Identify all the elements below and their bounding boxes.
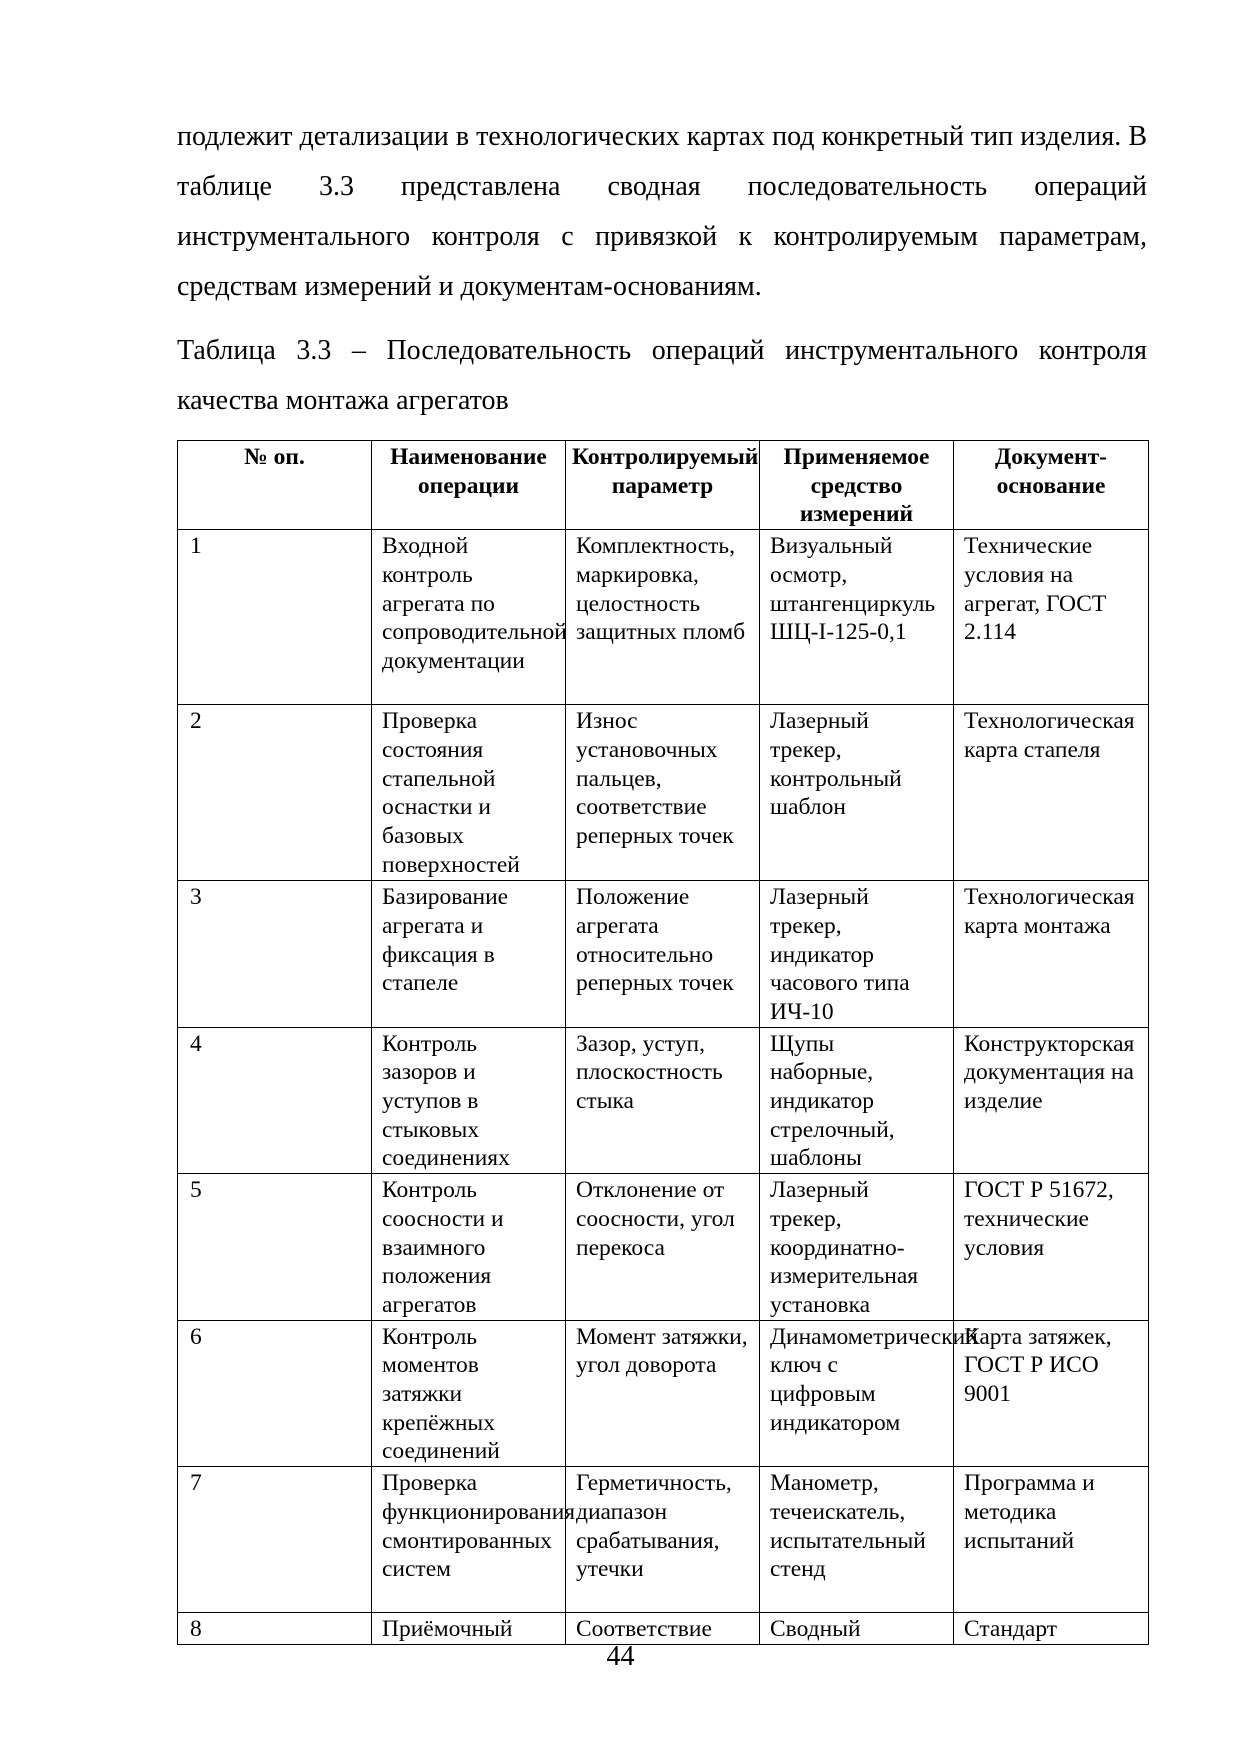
cell-measuring-instrument: Лазерный трекер, индикатор часового типа ИЧ-10	[760, 881, 954, 1028]
cell-operation-name: Контроль зазоров и уступов в стыковых соединениях	[372, 1027, 566, 1174]
cell-operation-name: Входной контроль агрегата по сопроводительной документации	[372, 530, 566, 705]
cell-operation-name: Контроль моментов затяжки крепёжных соединений	[372, 1320, 566, 1467]
table-row	[178, 705, 1149, 881]
cell-controlled-parameter: Соответствие	[566, 1613, 760, 1645]
header-operation-name: Наименование операции	[372, 441, 566, 530]
cell-basis-document: Конструкторская документация на изделие	[954, 1027, 1149, 1174]
cell-basis-document: ГОСТ Р 51672, технические условия	[954, 1174, 1149, 1321]
table-row	[178, 1174, 1149, 1321]
table-caption: Таблица 3.3 – Последовательность операций инструментального контроля качества монтажа агрегатов	[177, 335, 1147, 416]
cell-op-number: 4	[178, 1027, 372, 1174]
cell-measuring-instrument: Лазерный трекер, координатно-измерительная установка	[760, 1174, 954, 1321]
cell-measuring-instrument: Динамометрический ключ с цифровым индикатором	[760, 1320, 954, 1467]
header-controlled-parameter: Контролируемый параметр	[566, 441, 760, 530]
cell-basis-document: Программа и методика испытаний	[954, 1467, 1149, 1613]
cell-operation-name: Базирование агрегата и фиксация в стапеле	[372, 881, 566, 1028]
cell-operation-name: Контроль соосности и взаимного положения агрегатов	[372, 1174, 566, 1321]
cell-op-number: 7	[178, 1467, 372, 1613]
table-row	[178, 530, 1149, 705]
cell-measuring-instrument: Манометр, течеискатель, испытательный стенд	[760, 1467, 954, 1613]
cell-op-number: 1	[178, 530, 372, 705]
cell-op-number: 5	[178, 1174, 372, 1321]
cell-measuring-instrument: Визуальный осмотр, штангенциркуль ШЦ-I-125-0,1	[760, 530, 954, 705]
cell-basis-document: Технологическая карта монтажа	[954, 881, 1149, 1028]
table-row	[178, 1027, 1149, 1174]
cell-op-number: 8	[178, 1613, 372, 1645]
cell-measuring-instrument: Щупы наборные, индикатор стрелочный, шаблоны	[760, 1027, 954, 1174]
cell-controlled-parameter: Герметичность, диапазон срабатывания, утечки	[566, 1467, 760, 1613]
cell-controlled-parameter: Зазор, уступ, плоскостность стыка	[566, 1027, 760, 1174]
cell-controlled-parameter: Момент затяжки, угол доворота	[566, 1320, 760, 1467]
cell-controlled-parameter: Износ установочных пальцев, соответствие реперных точек	[566, 705, 760, 881]
header-measuring-instrument: Применяемое средство измерений	[760, 441, 954, 530]
cell-op-number: 2	[178, 705, 372, 881]
cell-operation-name: Проверка функционирования смонтированных систем	[372, 1467, 566, 1613]
cell-operation-name: Проверка состояния стапельной оснастки и базовых поверхностей	[372, 705, 566, 881]
cell-op-number: 3	[178, 881, 372, 1028]
cell-controlled-parameter: Отклонение от соосности, угол перекоса	[566, 1174, 760, 1321]
table-row	[178, 1320, 1149, 1467]
cell-basis-document: Технологическая карта стапеля	[954, 705, 1149, 881]
header-op-number: № оп.	[178, 441, 372, 530]
cell-controlled-parameter: Комплектность, маркировка, целостность защитных пломб	[566, 530, 760, 705]
intro-paragraph: подлежит детализации в технологических картах под конкретный тип изделия. В таблице 3.3 представлена сводная последовательность операций инструментального контроля с привязкой к контролируемым параметрам, средствам измерений и документам-основаниям.	[177, 121, 1147, 302]
cell-controlled-parameter: Положение агрегата относительно реперных точек	[566, 881, 760, 1028]
cell-basis-document: Технические условия на агрегат, ГОСТ 2.114	[954, 530, 1149, 705]
cell-basis-document: Карта затяжек, ГОСТ Р ИСО 9001	[954, 1320, 1149, 1467]
table-row	[178, 881, 1149, 1028]
cell-measuring-instrument: Сводный	[760, 1613, 954, 1645]
cell-measuring-instrument: Лазерный трекер, контрольный шаблон	[760, 705, 954, 881]
table-header-row	[178, 441, 1149, 530]
cell-op-number: 6	[178, 1320, 372, 1467]
cell-basis-document: Стандарт	[954, 1613, 1149, 1645]
page-number: 44	[606, 1641, 635, 1672]
header-basis-document: Документ-основание	[954, 441, 1149, 530]
cell-operation-name: Приёмочный	[372, 1613, 566, 1645]
operations-table	[177, 440, 1149, 1645]
table-row	[178, 1467, 1149, 1613]
